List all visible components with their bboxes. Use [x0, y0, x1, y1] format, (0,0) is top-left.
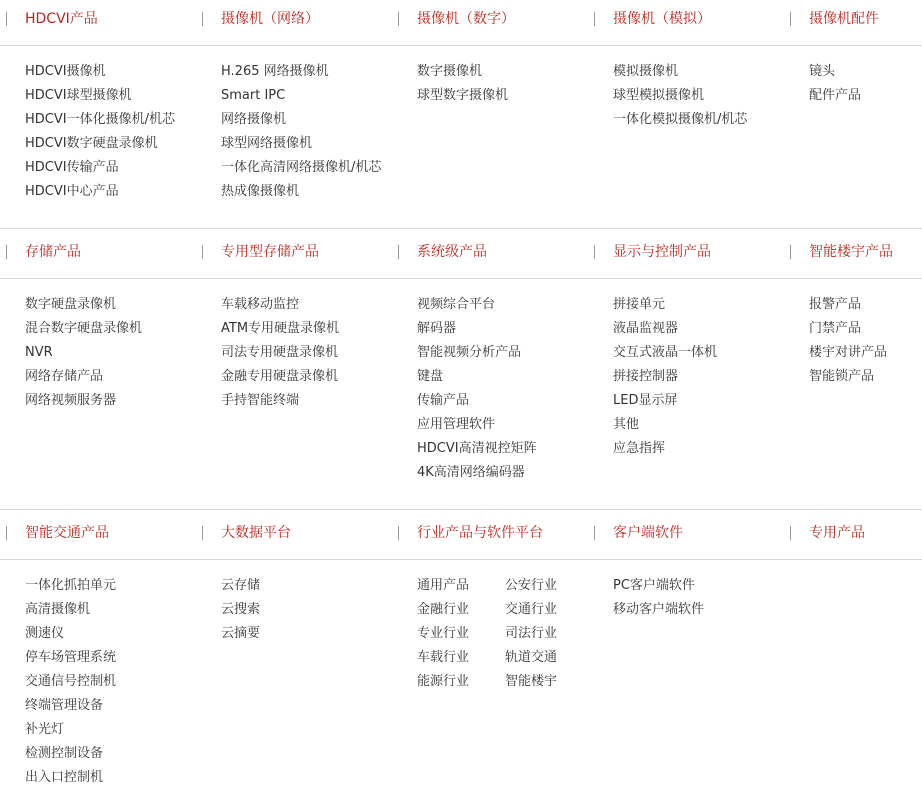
product-link[interactable]: 拼接控制器 [613, 369, 679, 384]
product-link[interactable]: 视频综合平台 [417, 297, 496, 312]
product-link[interactable]: 应急指挥 [613, 441, 666, 456]
category-title[interactable]: 存储产品 [25, 244, 81, 260]
product-link[interactable]: 智能楼宇 [505, 674, 558, 689]
category-title[interactable]: 智能楼宇产品 [809, 244, 893, 260]
column-separator [594, 526, 595, 540]
column-separator [594, 12, 595, 26]
product-link[interactable]: 配件产品 [809, 88, 862, 103]
product-link[interactable]: 液晶监视器 [613, 321, 679, 336]
category-title[interactable]: 智能交通产品 [25, 525, 109, 541]
product-link[interactable]: HDCVI中心产品 [25, 184, 119, 199]
category-title[interactable]: HDCVI产品 [25, 11, 98, 27]
product-link[interactable]: 交通信号控制机 [25, 674, 117, 689]
product-link[interactable]: 测速仪 [25, 626, 65, 641]
product-link[interactable]: PC客户端软件 [613, 578, 695, 593]
product-link[interactable]: 云存储 [221, 578, 261, 593]
category-title[interactable]: 系统级产品 [417, 244, 487, 260]
row-divider [0, 228, 922, 229]
product-list [613, 574, 704, 622]
column-separator [6, 245, 7, 259]
product-link[interactable]: 云搜索 [221, 602, 261, 617]
category-title[interactable]: 摄像机（网络） [221, 11, 319, 27]
product-link[interactable]: HDCVI摄像机 [25, 64, 106, 79]
product-link[interactable]: 一体化抓拍单元 [25, 578, 117, 593]
column-separator [790, 12, 791, 26]
product-list [417, 574, 469, 694]
product-link[interactable]: 4K高清网络编码器 [417, 465, 525, 480]
product-link[interactable]: 热成像摄像机 [221, 184, 300, 199]
product-link[interactable]: 键盘 [417, 369, 444, 384]
product-link[interactable]: HDCVI球型摄像机 [25, 88, 132, 103]
category-title[interactable]: 专用产品 [809, 525, 865, 541]
product-link[interactable]: 金融行业 [417, 602, 470, 617]
column-separator [202, 245, 203, 259]
product-link[interactable]: 终端管理设备 [25, 698, 104, 713]
column-separator [398, 526, 399, 540]
product-link[interactable]: 数字摄像机 [417, 64, 483, 79]
product-link[interactable]: 车载行业 [417, 650, 470, 665]
product-link[interactable]: 网络摄像机 [221, 112, 287, 127]
product-link[interactable]: 交互式液晶一体机 [613, 345, 718, 360]
product-link[interactable]: HDCVI高清视控矩阵 [417, 441, 537, 456]
product-link[interactable]: 楼宇对讲产品 [809, 345, 888, 360]
product-list [417, 60, 508, 108]
row-divider [0, 509, 922, 510]
product-link[interactable]: 轨道交通 [505, 650, 558, 665]
product-list [417, 293, 537, 485]
column-separator [6, 12, 7, 26]
product-link[interactable]: 解码器 [417, 321, 457, 336]
product-link[interactable]: 其他 [613, 417, 640, 432]
product-list [25, 574, 116, 790]
product-link[interactable]: 云摘要 [221, 626, 261, 641]
product-list [25, 293, 142, 413]
column-separator [202, 526, 203, 540]
product-link[interactable]: 镜头 [809, 64, 836, 79]
product-link[interactable]: 一体化模拟摄像机/机芯 [613, 112, 748, 127]
product-list [25, 60, 175, 204]
product-link[interactable]: 高清摄像机 [25, 602, 91, 617]
product-link[interactable]: HDCVI数字硬盘录像机 [25, 136, 158, 151]
column-separator [398, 245, 399, 259]
product-link[interactable]: HDCVI传输产品 [25, 160, 119, 175]
product-link[interactable]: 数字硬盘录像机 [25, 297, 117, 312]
column-separator [790, 526, 791, 540]
product-link[interactable]: 专业行业 [417, 626, 470, 641]
category-header-row [0, 233, 922, 279]
product-link[interactable]: 通用产品 [417, 578, 470, 593]
product-link[interactable]: 交通行业 [505, 602, 558, 617]
product-link[interactable]: 网络存储产品 [25, 369, 104, 384]
product-link[interactable]: LED显示屏 [613, 393, 678, 408]
product-link[interactable]: 能源行业 [417, 674, 470, 689]
product-link[interactable]: 球型网络摄像机 [221, 136, 313, 151]
category-title[interactable]: 显示与控制产品 [613, 244, 711, 260]
column-separator [202, 12, 203, 26]
product-link[interactable]: 金融专用硬盘录像机 [221, 369, 339, 384]
product-link[interactable]: 门禁产品 [809, 321, 862, 336]
product-list [505, 574, 557, 694]
product-link[interactable]: 智能视频分析产品 [417, 345, 522, 360]
product-link[interactable]: 混合数字硬盘录像机 [25, 321, 143, 336]
product-link[interactable]: 拼接单元 [613, 297, 666, 312]
product-list [613, 60, 747, 132]
category-title[interactable]: 大数据平台 [221, 525, 291, 541]
product-link[interactable]: 智能锁产品 [809, 369, 875, 384]
product-link[interactable]: 应用管理软件 [417, 417, 496, 432]
product-link[interactable]: 检测控制设备 [25, 746, 104, 761]
product-link[interactable]: 司法行业 [505, 626, 558, 641]
column-separator [594, 245, 595, 259]
product-list [809, 293, 887, 389]
product-link[interactable]: 球型数字摄像机 [417, 88, 509, 103]
product-link[interactable]: 移动客户端软件 [613, 602, 705, 617]
product-link[interactable]: 球型模拟摄像机 [613, 88, 705, 103]
product-link[interactable]: 司法专用硬盘录像机 [221, 345, 339, 360]
column-separator [398, 12, 399, 26]
product-link[interactable]: HDCVI一体化摄像机/机芯 [25, 112, 175, 127]
category-title[interactable]: 专用型存储产品 [221, 244, 319, 260]
category-header-row [0, 0, 922, 46]
product-link[interactable]: H.265 网络摄像机 [221, 64, 329, 79]
product-link[interactable]: NVR [25, 345, 53, 360]
product-link[interactable]: 出入口控制机 [25, 770, 104, 785]
column-separator [790, 245, 791, 259]
category-header-row [0, 514, 922, 560]
column-separator [6, 526, 7, 540]
product-link[interactable]: 传输产品 [417, 393, 470, 408]
product-list [809, 60, 861, 108]
product-link[interactable]: 报警产品 [809, 297, 862, 312]
product-link[interactable]: Smart IPC [221, 88, 286, 103]
category-title[interactable]: 摄像机（模拟） [613, 11, 711, 27]
category-title[interactable]: 摄像机配件 [809, 11, 879, 27]
product-list [613, 293, 717, 461]
product-link[interactable]: 手持智能终端 [221, 393, 300, 408]
product-link[interactable]: 补光灯 [25, 722, 65, 737]
product-link[interactable]: ATM专用硬盘录像机 [221, 321, 340, 336]
product-list [221, 60, 381, 204]
category-title[interactable]: 行业产品与软件平台 [417, 525, 543, 541]
product-link[interactable]: 停车场管理系统 [25, 650, 117, 665]
product-link[interactable]: 模拟摄像机 [613, 64, 679, 79]
product-list [221, 293, 339, 413]
category-title[interactable]: 摄像机（数字） [417, 11, 515, 27]
category-title[interactable]: 客户端软件 [613, 525, 683, 541]
product-list [221, 574, 260, 646]
product-link[interactable]: 网络视频服务器 [25, 393, 117, 408]
product-link[interactable]: 车载移动监控 [221, 297, 300, 312]
product-link[interactable]: 公安行业 [505, 578, 558, 593]
product-link[interactable]: 一体化高清网络摄像机/机芯 [221, 160, 382, 175]
